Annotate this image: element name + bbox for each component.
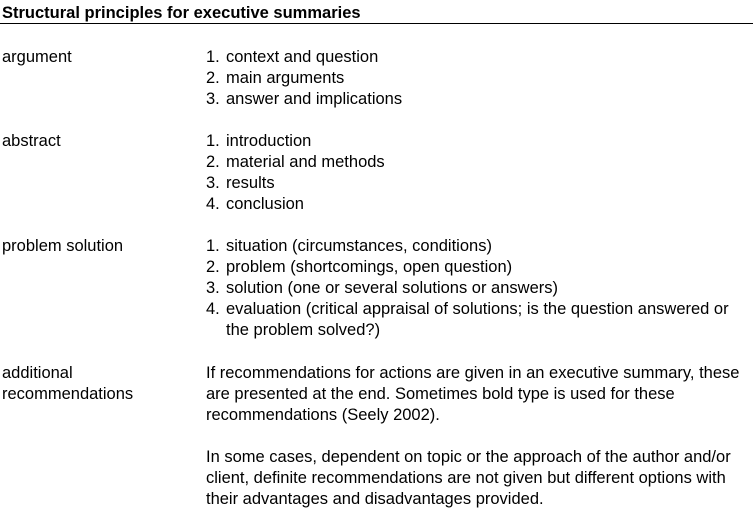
list-item: [206, 299, 751, 341]
row-label: [2, 236, 192, 257]
list-item: [206, 257, 751, 278]
item-number: 1.: [206, 237, 220, 255]
item-text: solution (one or several solutions or answers): [226, 279, 558, 297]
numbered-list: [206, 236, 751, 341]
item-text: main arguments: [226, 69, 345, 87]
row-label: [2, 47, 192, 68]
row-label: [2, 131, 192, 152]
numbered-list: [206, 131, 751, 215]
list-item: [206, 236, 751, 257]
list-item: [206, 68, 751, 89]
list-item: [206, 278, 751, 299]
item-number: 4.: [206, 300, 220, 318]
item-number: 1.: [206, 48, 220, 66]
item-text: evaluation (critical appraisal of solutions; is the question answered or the problem solved?): [226, 300, 729, 339]
item-text: situation (circumstances, conditions): [226, 237, 492, 255]
list-item: [206, 152, 751, 173]
item-number: 3.: [206, 279, 220, 297]
paragraph: If recommendations for actions are given in an executive summary, these are presented at the end. Sometimes bold type is used for these recommendations (Seely 2002).: [206, 364, 740, 424]
item-text: problem (shortcomings, open question): [226, 258, 513, 276]
item-number: 4.: [206, 195, 220, 213]
list-item: [206, 131, 751, 152]
title-underline: [0, 23, 753, 24]
item-text: conclusion: [226, 195, 304, 213]
document-title: Structural principles for executive summaries: [2, 4, 361, 22]
list-item: [206, 89, 751, 110]
paragraph: In some cases, dependent on topic or the approach of the author and/or client, definite recommendations are not given but different options with their advantages and disadvantages provided.: [206, 448, 731, 508]
item-number: 2.: [206, 153, 220, 171]
item-text: material and methods: [226, 153, 385, 171]
item-number: 3.: [206, 90, 220, 108]
paragraph-block: [206, 363, 751, 510]
row-label-line: abstract: [2, 132, 61, 150]
item-number: 2.: [206, 258, 220, 276]
list-item: [206, 173, 751, 194]
row-label: [2, 363, 192, 405]
item-text: results: [226, 174, 275, 192]
numbered-list: [206, 47, 751, 110]
row-label-line: problem solution: [2, 237, 124, 255]
list-item: [206, 47, 751, 68]
item-number: 3.: [206, 174, 220, 192]
item-text: answer and implications: [226, 90, 403, 108]
row-label-line: recommendations: [2, 385, 134, 403]
row-label-line: argument: [2, 48, 72, 66]
item-text: context and question: [226, 48, 379, 66]
item-text: introduction: [226, 132, 312, 150]
list-item: [206, 194, 751, 215]
item-number: 2.: [206, 69, 220, 87]
row-label-line: additional: [2, 364, 73, 382]
item-number: 1.: [206, 132, 220, 150]
